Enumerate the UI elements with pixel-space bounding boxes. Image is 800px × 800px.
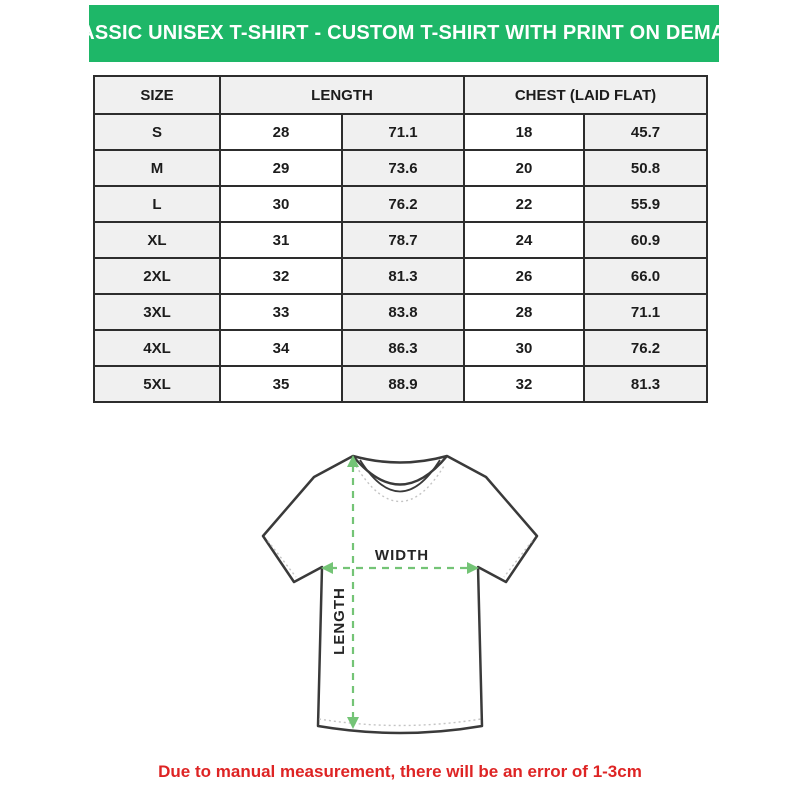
cell-chest-in: 30	[464, 330, 584, 366]
cell-size: 4XL	[94, 330, 220, 366]
cell-chest-in: 26	[464, 258, 584, 294]
cell-chest-in: 18	[464, 114, 584, 150]
table-row	[94, 114, 707, 150]
tshirt-outline	[263, 456, 537, 733]
table-row	[94, 294, 707, 330]
cell-length-cm: 71.1	[342, 114, 464, 150]
cell-chest-cm: 50.8	[584, 150, 707, 186]
table-row	[94, 366, 707, 402]
measurement-error-note: Due to manual measurement, there will be an error of 1-3cm	[158, 762, 642, 781]
table-row	[94, 222, 707, 258]
table-row	[94, 186, 707, 222]
cell-chest-cm: 60.9	[584, 222, 707, 258]
cell-length-in: 35	[220, 366, 342, 402]
page-title: CLASSIC UNISEX T-SHIRT - CUSTOM T-SHIRT WITH PRINT ON DEMAND	[53, 22, 755, 44]
table-row	[94, 150, 707, 186]
cell-size: L	[94, 186, 220, 222]
cell-length-cm: 83.8	[342, 294, 464, 330]
tshirt-measurement-diagram	[230, 440, 570, 760]
cell-length-cm: 86.3	[342, 330, 464, 366]
header-size: SIZE	[94, 76, 220, 114]
cell-chest-cm: 66.0	[584, 258, 707, 294]
cell-length-in: 32	[220, 258, 342, 294]
cell-length-in: 33	[220, 294, 342, 330]
cell-length-cm: 78.7	[342, 222, 464, 258]
cell-length-cm: 88.9	[342, 366, 464, 402]
length-label: LENGTH	[331, 587, 348, 655]
size-chart-table	[93, 75, 708, 403]
cell-length-in: 34	[220, 330, 342, 366]
cell-length-cm: 73.6	[342, 150, 464, 186]
cell-chest-in: 24	[464, 222, 584, 258]
cell-chest-cm: 81.3	[584, 366, 707, 402]
title-banner	[53, 5, 755, 62]
cell-chest-in: 32	[464, 366, 584, 402]
table-row	[94, 330, 707, 366]
cell-chest-in: 28	[464, 294, 584, 330]
cell-length-in: 30	[220, 186, 342, 222]
cell-size: M	[94, 150, 220, 186]
cell-chest-cm: 76.2	[584, 330, 707, 366]
cell-length-cm: 81.3	[342, 258, 464, 294]
cell-size: S	[94, 114, 220, 150]
header-length: LENGTH	[220, 76, 464, 114]
cell-chest-cm: 55.9	[584, 186, 707, 222]
cell-chest-in: 20	[464, 150, 584, 186]
cell-length-in: 31	[220, 222, 342, 258]
cell-chest-cm: 71.1	[584, 294, 707, 330]
cell-length-in: 29	[220, 150, 342, 186]
cell-size: 3XL	[94, 294, 220, 330]
table-header-row	[94, 76, 707, 114]
table-row	[94, 258, 707, 294]
cell-size: XL	[94, 222, 220, 258]
cell-chest-cm: 45.7	[584, 114, 707, 150]
cell-length-cm: 76.2	[342, 186, 464, 222]
cell-size: 5XL	[94, 366, 220, 402]
cell-chest-in: 22	[464, 186, 584, 222]
header-chest: CHEST (LAID FLAT)	[464, 76, 707, 114]
cell-size: 2XL	[94, 258, 220, 294]
width-label: WIDTH	[374, 547, 430, 564]
cell-length-in: 28	[220, 114, 342, 150]
